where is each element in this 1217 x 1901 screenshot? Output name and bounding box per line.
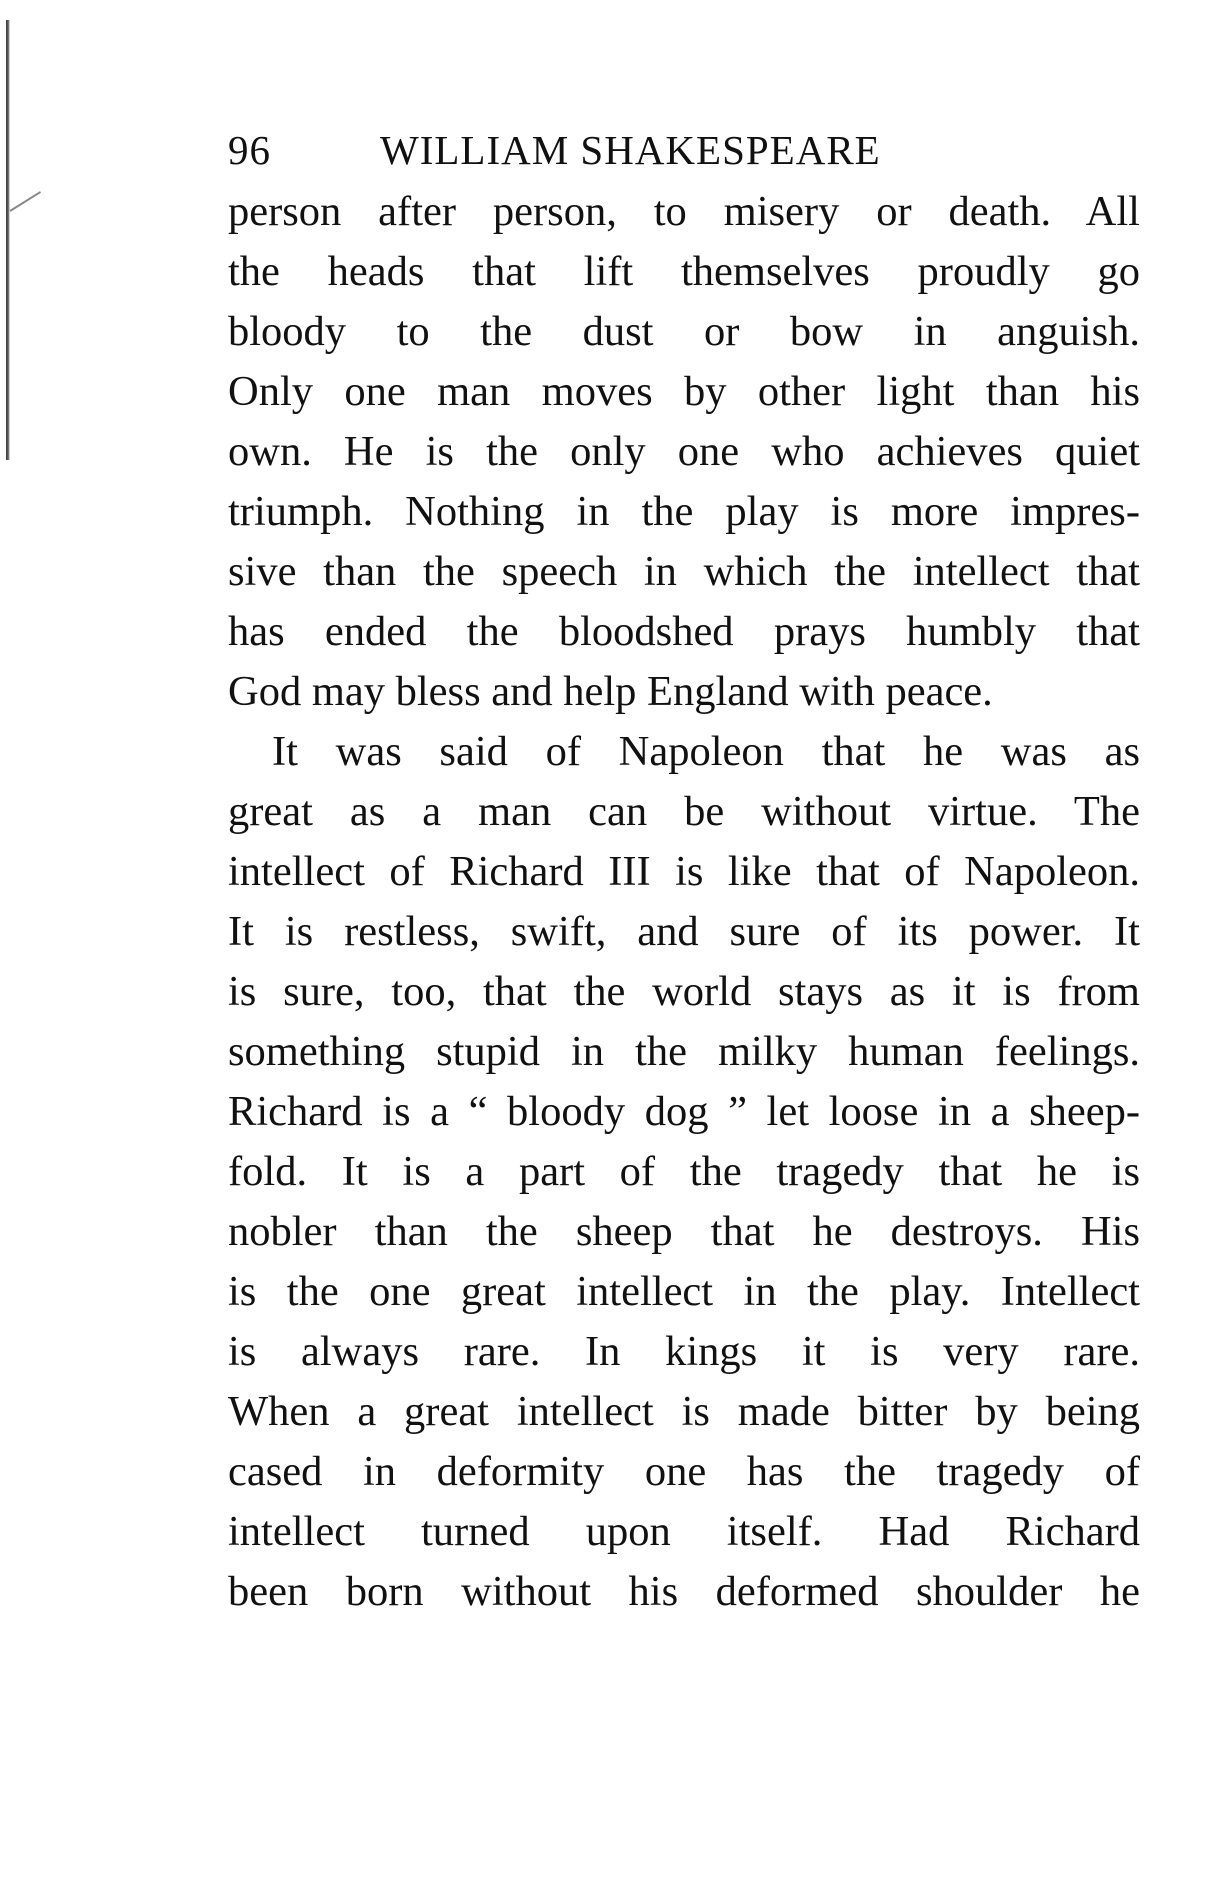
text-line: intellect turned upon itself. Had Richard: [228, 1508, 1140, 1555]
text-line: nobler than the sheep that he destroys. His: [228, 1208, 1140, 1255]
text-line: cased in deformity one has the tragedy of: [228, 1448, 1140, 1495]
paragraph-2: [228, 722, 1140, 1622]
text-line: Only one man moves by other light than his: [228, 368, 1140, 415]
scan-binding-edge: [6, 20, 10, 460]
body-text: [228, 182, 1140, 1622]
book-page: [228, 120, 1140, 1622]
text-line: been born without his deformed shoulder he: [228, 1568, 1140, 1615]
text-line: intellect of Richard III is like that of Napoleon.: [228, 848, 1140, 895]
text-line: own. He is the only one who achieves quiet: [228, 428, 1140, 475]
text-line: triumph. Nothing in the play is more impres-: [228, 488, 1140, 535]
text-line: Richard is a “ bloody dog ” let loose in a sheep-: [228, 1088, 1140, 1135]
text-line: the heads that lift themselves proudly go: [228, 248, 1140, 295]
text-line: sive than the speech in which the intellect that: [228, 548, 1140, 595]
text-line: something stupid in the milky human feelings.: [228, 1028, 1140, 1075]
text-line: God may bless and help England with peace.: [228, 668, 993, 715]
running-head: [228, 120, 1140, 180]
scan-mark: [9, 191, 41, 212]
text-line: It was said of Napoleon that he was as: [272, 728, 1140, 775]
text-line: has ended the bloodshed prays humbly that: [228, 608, 1140, 655]
text-line: is sure, too, that the world stays as it is from: [228, 968, 1140, 1015]
page-number: 96: [228, 127, 271, 173]
text-line: is the one great intellect in the play. Intellect: [228, 1268, 1140, 1315]
paragraph-1: [228, 182, 1140, 722]
text-line: great as a man can be without virtue. The: [228, 788, 1140, 835]
book-title: WILLIAM SHAKESPEARE: [380, 127, 881, 173]
text-line: is always rare. In kings it is very rare.: [228, 1328, 1140, 1375]
text-line: bloody to the dust or bow in anguish.: [228, 308, 1140, 355]
text-line: It is restless, swift, and sure of its power. It: [228, 908, 1140, 955]
text-line: fold. It is a part of the tragedy that he is: [228, 1148, 1140, 1195]
text-line: person after person, to misery or death. All: [228, 188, 1140, 235]
text-line: When a great intellect is made bitter by being: [228, 1388, 1140, 1435]
